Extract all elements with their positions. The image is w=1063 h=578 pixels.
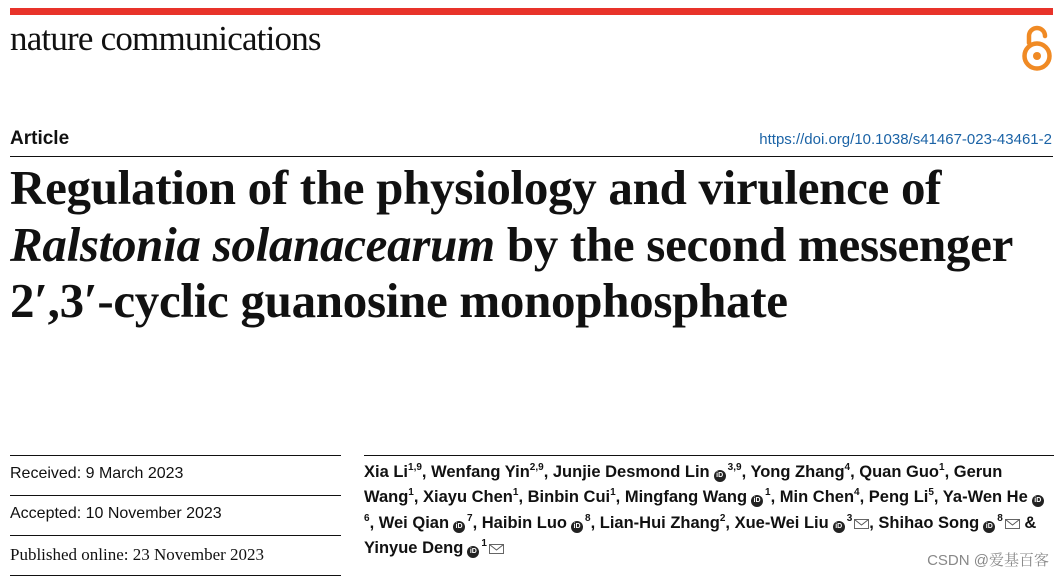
title-species: Ralstonia solanacearum: [10, 216, 495, 272]
article-title: [10, 160, 1050, 330]
email-icon[interactable]: [854, 519, 869, 529]
author-separator: ,: [369, 513, 379, 532]
affiliation-marker: 1: [481, 538, 487, 550]
published-date: Published online: 23 November 2023: [10, 535, 341, 576]
author-name[interactable]: Xue-Wei Liu: [734, 513, 829, 532]
orcid-icon[interactable]: iD: [453, 521, 465, 533]
affiliation-marker: 6: [364, 512, 370, 524]
orcid-icon[interactable]: iD: [983, 521, 995, 533]
author-name[interactable]: Mingfang Wang: [624, 488, 748, 507]
author-separator: ,: [413, 488, 424, 507]
author-name[interactable]: Shihao Song: [878, 513, 980, 532]
affiliation-marker: 1: [512, 487, 519, 499]
author-separator: ,: [933, 488, 943, 507]
affiliation-marker: 1: [408, 487, 414, 499]
orcid-icon[interactable]: iD: [714, 470, 726, 482]
divider: [364, 455, 1054, 456]
author-list: [364, 460, 1054, 562]
watermark: CSDN @爱基百客: [927, 552, 1049, 569]
author-name[interactable]: Peng Li: [868, 488, 929, 507]
affiliation-marker: 7: [467, 512, 473, 524]
title-part: Regulation of the physiology and virulence of: [10, 160, 942, 215]
email-icon[interactable]: [1005, 519, 1020, 529]
journal-accent-bar: [10, 8, 1053, 15]
affiliation-marker: 1,9: [408, 462, 422, 473]
affiliation-marker: 3: [846, 512, 853, 524]
orcid-icon[interactable]: iD: [571, 521, 583, 533]
email-icon[interactable]: [489, 544, 504, 554]
affiliation-marker: 1: [939, 462, 945, 473]
author-name[interactable]: Yinyue Deng: [364, 539, 464, 558]
orcid-icon[interactable]: iD: [1032, 495, 1044, 507]
orcid-icon[interactable]: iD: [467, 546, 479, 558]
author-name[interactable]: Haibin Luo: [481, 513, 568, 532]
affiliation-marker: 5: [928, 487, 934, 499]
author-separator: ,: [543, 463, 553, 481]
affiliation-marker: 2: [719, 512, 726, 524]
author-separator: ,: [518, 488, 528, 507]
author-separator: ,: [725, 513, 735, 532]
author-separator: ,: [944, 463, 954, 481]
author-separator: ,: [850, 463, 860, 481]
author-separator: ,: [770, 488, 780, 507]
journal-name: nature communications: [10, 19, 321, 58]
author-name[interactable]: Binbin Cui: [527, 488, 611, 507]
author-name[interactable]: Quan Guo: [859, 463, 940, 481]
author-name[interactable]: Ya-Wen He: [942, 488, 1028, 507]
author-separator: ,: [741, 463, 751, 481]
received-date: Received: 9 March 2023: [10, 455, 341, 495]
orcid-icon[interactable]: iD: [833, 521, 845, 533]
divider: [10, 156, 1053, 157]
affiliation-marker: 1: [610, 487, 616, 499]
author-separator: ,: [421, 463, 432, 481]
author-name[interactable]: Junjie Desmond Lin: [552, 463, 710, 481]
article-dates: [10, 455, 341, 576]
author-separator: ,: [590, 513, 600, 532]
author-separator: ,: [869, 513, 879, 532]
orcid-icon[interactable]: iD: [751, 495, 763, 507]
author-name[interactable]: Wei Qian: [378, 513, 450, 532]
author-separator: ,: [472, 513, 482, 532]
author-name[interactable]: Xiayu Chen: [423, 488, 513, 507]
affiliation-marker: 8: [997, 512, 1003, 524]
affiliation-marker: 4: [854, 487, 860, 499]
author-name[interactable]: Min Chen: [779, 488, 855, 507]
affiliation-marker: 1: [765, 487, 771, 499]
author-separator: &: [1019, 513, 1037, 532]
author-separator: ,: [615, 488, 625, 507]
author-name[interactable]: Xia Li: [364, 463, 409, 481]
open-access-icon[interactable]: [1018, 21, 1056, 73]
title-part: by the second messenger 2′,3′-cyclic guanosine monophosphate: [10, 216, 1013, 328]
author-name[interactable]: Wenfang Yin: [431, 463, 530, 481]
accepted-date: Accepted: 10 November 2023: [10, 495, 341, 535]
affiliation-marker: 8: [585, 512, 591, 524]
affiliation-marker: 4: [844, 462, 851, 473]
author-name[interactable]: Yong Zhang: [750, 463, 845, 481]
article-type: Article: [10, 128, 70, 149]
author-separator: ,: [859, 488, 869, 507]
affiliation-marker: 2,9: [529, 462, 544, 473]
affiliation-marker: 3,9: [727, 462, 742, 473]
doi-link[interactable]: https://doi.org/10.1038/s41467-023-43461-2: [759, 131, 1052, 148]
author-name[interactable]: Gerun Wang: [364, 463, 1003, 507]
author-name[interactable]: Lian-Hui Zhang: [599, 513, 720, 532]
